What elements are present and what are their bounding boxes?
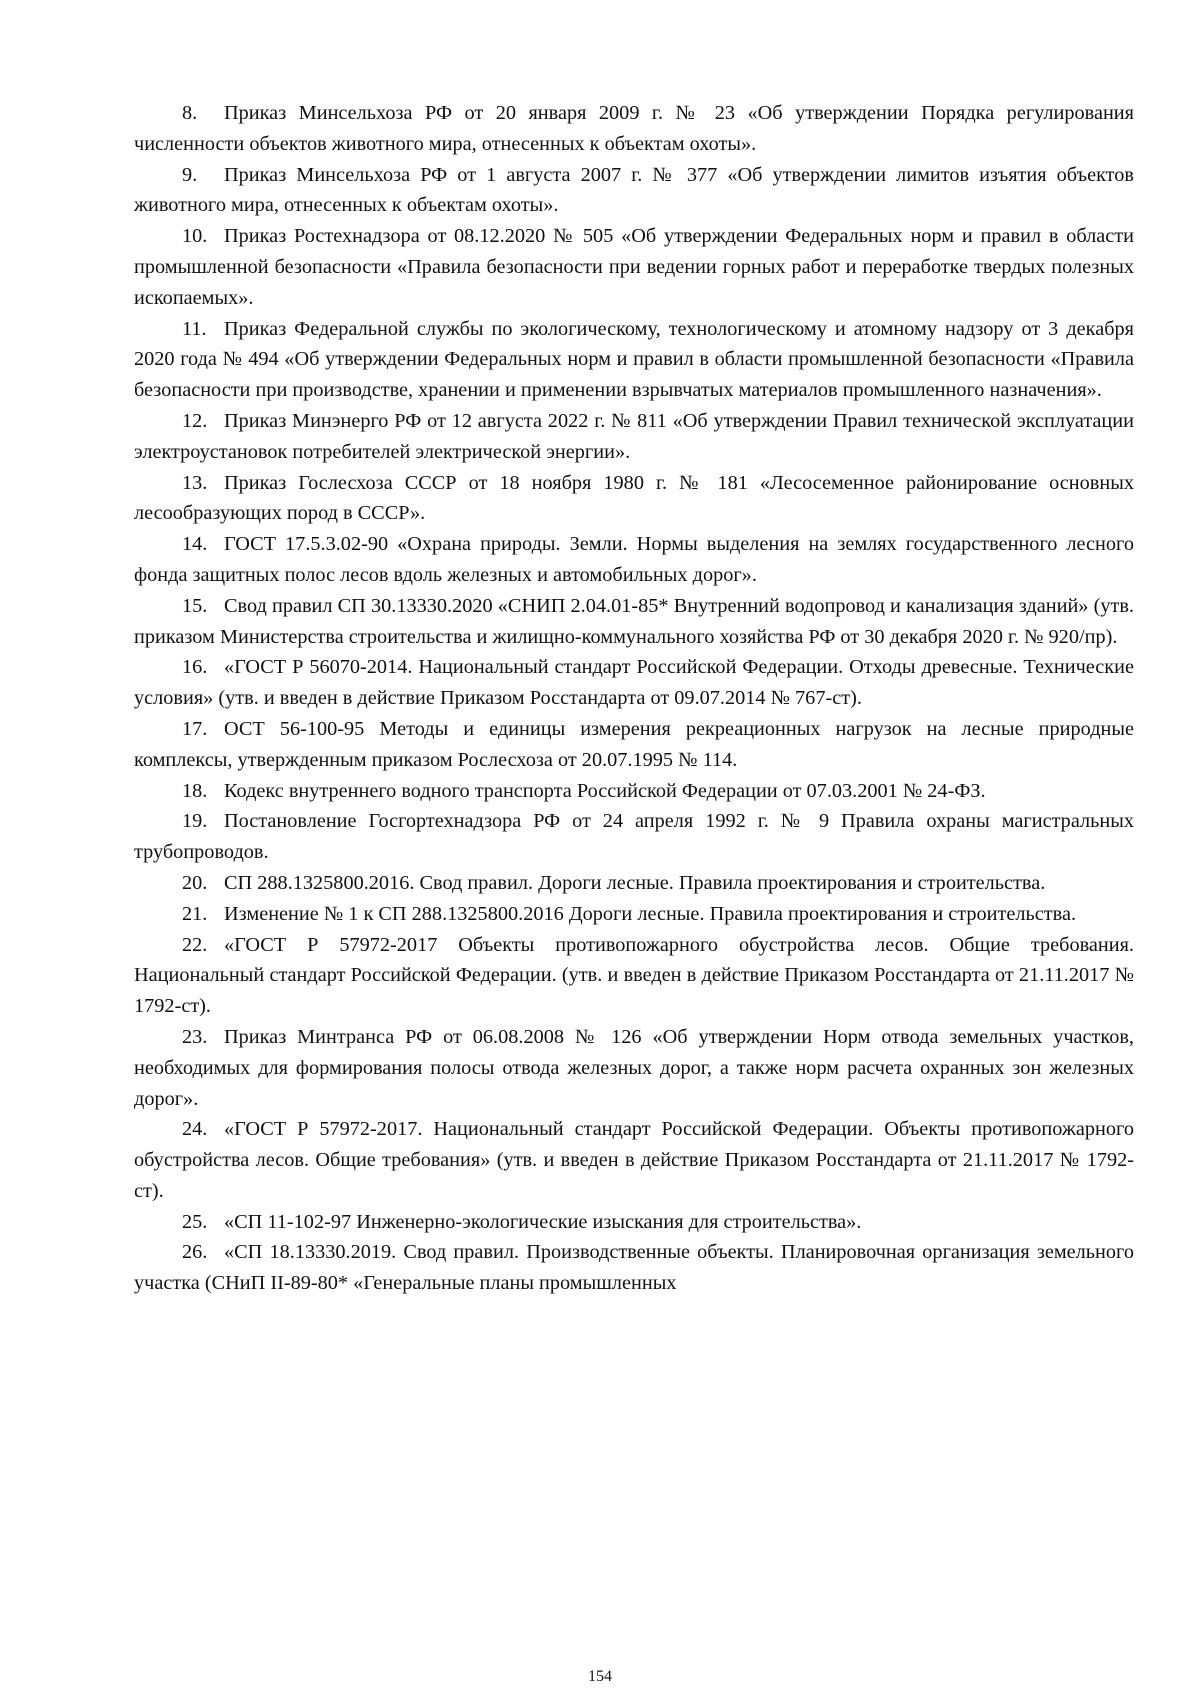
list-item bbox=[134, 1207, 1134, 1238]
page-number: 154 bbox=[588, 1668, 612, 1685]
item-text: Кодекс внутреннего водного транспорта Российской Федерации от 07.03.2001 № 24-ФЗ. bbox=[224, 779, 986, 802]
list-item bbox=[134, 930, 1134, 1022]
item-text: Постановление Госгортехнадзора РФ от 24 апреля 1992 г. № 9 Правила охраны магистральных трубопроводов. bbox=[134, 810, 1134, 864]
item-number: 24. bbox=[182, 1118, 208, 1141]
item-number: 13. bbox=[182, 471, 208, 494]
list-item bbox=[134, 1114, 1134, 1206]
item-number: 9. bbox=[182, 163, 198, 186]
list-item bbox=[134, 868, 1134, 899]
item-number: 11. bbox=[182, 317, 207, 340]
list-item bbox=[134, 776, 1134, 807]
item-number: 16. bbox=[182, 656, 208, 679]
item-number: 26. bbox=[182, 1241, 208, 1264]
item-number: 23. bbox=[182, 1025, 208, 1048]
item-number: 12. bbox=[182, 409, 208, 432]
item-text: «ГОСТ Р 57972-2017 Объекты противопожарного обустройства лесов. Общие требования. Национальный стандарт Российской Федерации. (утв. и введен в действие Приказом Росстандарта от 21.11.2017 № 1792-ст). bbox=[134, 933, 1134, 1018]
item-text: «СП 18.13330.2019. Свод правил. Производственные объекты. Планировочная организация земельного участка (СНиП II-89-80* «Генеральные планы промышленных bbox=[134, 1241, 1134, 1295]
item-number: 10. bbox=[182, 225, 208, 248]
list-item bbox=[134, 899, 1134, 930]
item-number: 19. bbox=[182, 810, 208, 833]
list-item bbox=[134, 529, 1134, 591]
item-text: СП 288.1325800.2016. Свод правил. Дороги лесные. Правила проектирования и строительства. bbox=[224, 871, 1046, 894]
item-text: Приказ Минсельхоза РФ от 1 августа 2007 г. № 377 «Об утверждении лимитов изъятия объектов животного мира, отнесенных к объектам охоты». bbox=[134, 163, 1134, 217]
item-text: «ГОСТ Р 56070-2014. Национальный стандарт Российской Федерации. Отходы древесные. Технические условия» (утв. и введен в действие Приказом Росстандарта от 09.07.2014 № 767-ст). bbox=[134, 656, 1134, 710]
item-text: Изменение № 1 к СП 288.1325800.2016 Дороги лесные. Правила проектирования и строительства. bbox=[224, 902, 1077, 925]
list-item bbox=[134, 1237, 1134, 1299]
item-text: ОСТ 56-100-95 Методы и единицы измерения рекреационных нагрузок на лесные природные комплексы, утвержденным приказом Рослесхоза от 20.07.1995 № 114. bbox=[134, 717, 1134, 771]
item-text: «ГОСТ Р 57972-2017. Национальный стандарт Российской Федерации. Объекты противопожарного обустройства лесов. Общие требования» (утв. и введен в действие Приказом Росстандарта от 21.11.2017 № 1792-ст). bbox=[134, 1118, 1134, 1202]
list-item bbox=[134, 652, 1134, 714]
list-item bbox=[134, 314, 1134, 406]
item-text: Приказ Федеральной службы по экологическому, технологическому и атомному надзору от 3 декабря 2020 года № 494 «Об утверждении Федеральных норм и правил в области промышленной безопасности «Правила безопасности при производстве, хранении и применении взрывчатых материалов промышленного назначения». bbox=[134, 317, 1134, 402]
item-number: 17. bbox=[182, 717, 208, 740]
item-number: 8. bbox=[182, 102, 198, 124]
list-item bbox=[134, 160, 1134, 222]
list-item bbox=[134, 406, 1134, 468]
item-number: 20. bbox=[182, 871, 208, 894]
item-number: 18. bbox=[182, 779, 208, 802]
list-item bbox=[134, 98, 1134, 160]
item-text: Приказ Минсельхоза РФ от 20 января 2009 г. № 23 «Об утверждении Порядка регулирования численности объектов животного мира, отнесенных к объектам охоты». bbox=[134, 102, 1134, 155]
item-number: 21. bbox=[182, 902, 208, 925]
item-number: 22. bbox=[182, 933, 208, 956]
item-text: Приказ Минтранса РФ от 06.08.2008 № 126 «Об утверждении Норм отвода земельных участков, необходимых для формирования полосы отвода железных дорог, а также норм расчета охранных зон железных дорог». bbox=[134, 1025, 1134, 1110]
item-number: 15. bbox=[182, 594, 208, 617]
reference-list bbox=[134, 98, 1134, 1299]
item-text: Свод правил СП 30.13330.2020 «СНИП 2.04.01-85* Внутренний водопровод и канализация зданий» (утв. приказом Министерства строительства и жилищно-коммунального хозяйства РФ от 30 декабря 2020 г. № 920/пр). bbox=[134, 594, 1134, 648]
item-text: Приказ Ростехнадзора от 08.12.2020 № 505 «Об утверждении Федеральных норм и правил в области промышленной безопасности «Правила безопасности при ведении горных работ и переработке твердых полезных ископаемых». bbox=[134, 225, 1134, 309]
item-text: Приказ Минэнерго РФ от 12 августа 2022 г. № 811 «Об утверждении Правил технической эксплуатации электроустановок потребителей электрической энергии». bbox=[134, 409, 1134, 463]
item-number: 25. bbox=[182, 1210, 208, 1233]
list-item bbox=[134, 591, 1134, 653]
list-item bbox=[134, 1022, 1134, 1114]
list-item bbox=[134, 221, 1134, 313]
list-item bbox=[134, 714, 1134, 776]
list-item bbox=[134, 468, 1134, 530]
list-item bbox=[134, 806, 1134, 868]
item-number: 14. bbox=[182, 533, 208, 556]
item-text: ГОСТ 17.5.3.02-90 «Охрана природы. Земли. Нормы выделения на землях государственного лесного фонда защитных полос лесов вдоль железных и автомобильных дорог». bbox=[134, 533, 1134, 586]
item-text: «СП 11-102-97 Инженерно-экологические изыскания для строительства». bbox=[224, 1210, 862, 1233]
item-text: Приказ Гослесхоза СССР от 18 ноября 1980 г. № 181 «Лесосеменное районирование основных лесообразующих пород в СССР». bbox=[134, 471, 1134, 525]
